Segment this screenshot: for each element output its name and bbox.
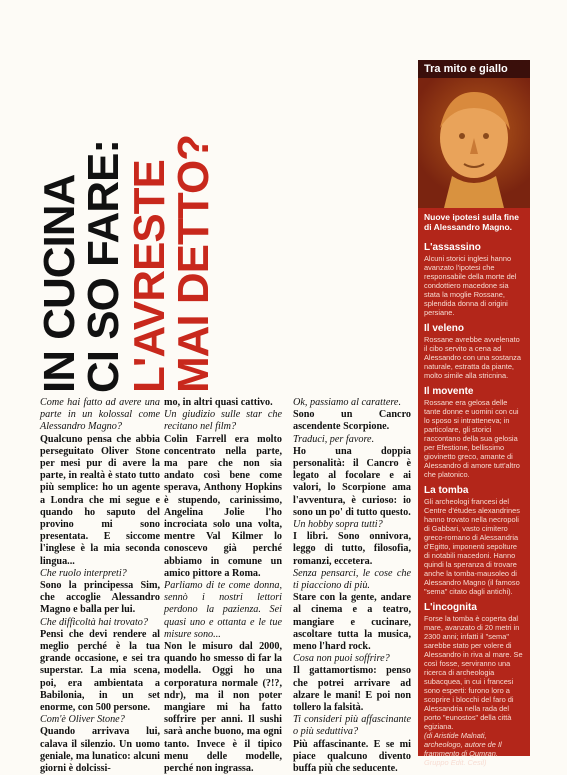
sidebar-section-text: Alcuni storici inglesi hanno avanzato l'ipotesi che responsabile della morte del condottiero macedone sia stata la moglie Rossane, splendida donna di origini persiane. — [424, 254, 517, 317]
interview-question: Ti consideri più affascinante o più seduttiva? — [293, 714, 411, 738]
sidebar-caption: Nuove ipotesi sulla fine di Alessandro Magno. — [424, 212, 519, 232]
interview-question: Com'è Oliver Stone? — [40, 714, 125, 726]
interview-question: Traduci, per favore. — [293, 433, 375, 445]
interview-question: Senza pensarci, le cose che ti piacciono di più. — [293, 567, 411, 592]
interview-answer: Colin Farrell era molto concentrato nella parte, ma pare che non sia andato così bene come sperava, Anthony Hopkins è stupendo, carinissimo, Angelina Jolie l'ho incrociata solo una volta, mentre Val Kilmer lo conoscevo già perché abbiamo in comune un amico pittore a Roma. — [164, 433, 282, 579]
sidebar-section-heading: L'assassino — [424, 242, 481, 253]
sidebar-credit: (di Aristide Malnati, archeologo, autore de Il frammento di Qumran, Gruppo Edit. Cesil) — [424, 731, 502, 767]
interview-answer: I libri. Sono onnivora, leggo di tutto, filosofia, romanzi, eccetera. — [293, 531, 411, 567]
interview-answer: Ho una doppia personalità: il Cancro è legato al focolare e ai valori, lo Scorpione ama l'avventura, è curioso: io sono un po' di tutto questo. — [293, 445, 411, 518]
sidebar-section-text: Rossane avrebbe avvelenato il cibo servito a cena ad Alessandro con una sostanza naturale, estratta da piante, molto simile alla stricnina. — [424, 335, 521, 380]
interview-answer: Non le misuro dal 2000, quando ho smesso di far la modella. Oggi ho una corporatura normale (?!?, ndr), ma il non poter mangiare mi ha fatto soffrire per anni. Il sushi sarà anche buono, ma ogni tanto. Invece è il tipico menu delle modelle, perché non ingrassa. — [164, 641, 282, 775]
interview-question: Che ruolo interpreti? — [40, 567, 127, 579]
headline — [0, 0, 230, 395]
interview-question: Come hai fatto ad avere una parte in un kolossal come Alessandro Magno? — [40, 397, 160, 433]
sidebar-title: Tra mito e giallo — [418, 60, 530, 78]
headline-line2: CI SO FARE: — [79, 139, 128, 393]
sidebar-section — [418, 242, 530, 317]
sidebar-section-heading: Il movente — [424, 386, 474, 397]
sidebar-sections — [418, 242, 530, 767]
headline-line3: L'AVRESTE — [125, 160, 174, 393]
interview-answer: Qualcuno pensa che abbia perseguitato Oliver Stone per mesi pur di avere la parte, in realtà è stato tutto più semplice: ho un agente a Londra che mi segue e quando ho saputo del provino mi sono presentata. E siccome l'inglese è la mia seconda lingua... — [40, 433, 160, 567]
interview-answer: mo, in altri quasi cattivo. — [164, 397, 273, 408]
alexander-bust-image — [418, 78, 530, 208]
interview-answer: Il gattamortismo: penso che potrei arrivare ad alzare le mani! E poi non tollero la falsità. — [293, 665, 411, 714]
sidebar-section — [418, 602, 530, 767]
interview-answer: Stare con la gente, andare al cinema e a teatro, mangiare e cucinare, ascoltare tutta la musica, meno l'hard rock. — [293, 592, 411, 653]
headline-line4: MAI DETTO? — [169, 134, 218, 393]
sidebar-section — [418, 323, 530, 380]
interview-column-1 — [40, 397, 160, 775]
sidebar-section-heading: Il veleno — [424, 323, 465, 334]
interview-question: Parliamo di te come donna, sennò i nostri lettori perdono la pazienza. Sei quasi uno e ottanta e le tue misure sono... — [164, 580, 282, 640]
interview-answer: Pensi che devi rendere al meglio perché è la tua grande occasione, e sei tra superstar. La mia scena, poi, era ambientata a Babilonia, in un set enorme, con 500 persone. — [40, 628, 160, 714]
interview-column-2 — [164, 397, 282, 775]
interview-question: Un giudizio sulle star che recitano nel film? — [164, 409, 282, 433]
sidebar-section-heading: L'incognita — [424, 602, 477, 613]
interview-answer: Sono la principessa Sim, che accoglie Alessandro Magno e balla per lui. — [40, 580, 160, 616]
sidebar-section-text: Forse la tomba è coperta dal mare, avanzato di 20 metri in 2300 anni; infatti il "sema" sarebbe stato per volere di Alessandro in riva al mare. Se così fosse, serviranno una ricerca di archeologia subacquea, in cui i francesi sono esperti: furono loro a scoprire i blocchi del faro di Alessandria nella rada del porto "eunostos" della città egiziana. — [424, 614, 523, 731]
sidebar-section — [418, 386, 530, 479]
sidebar-box — [418, 60, 530, 767]
sidebar-section — [418, 485, 530, 596]
bust-illustration — [418, 78, 530, 208]
headline-line1: IN CUCINA — [35, 174, 84, 393]
interview-question: Che difficoltà hai trovato? — [40, 616, 148, 628]
sidebar-section-text: Rossane era gelosa delle tante donne e uomini con cui lo sposo si intratteneva; in particolare, gli storici raccontano della sua gelosia per Efestione, bellissimo giovinetto greco, amante di Alessandro di amore tutt'altro che platonico. — [424, 398, 520, 479]
interview-answer: Più affascinante. E se mi piace qualcuno divento buffa più che seducente. — [293, 738, 411, 775]
sidebar-section-heading: La tomba — [424, 485, 469, 496]
interview-question: Ok, passiamo al carattere. — [293, 397, 401, 408]
headline-svg — [0, 0, 230, 395]
interview-question: Un hobby sopra tutti? — [293, 519, 383, 531]
interview-answer: Quando arrivava lui, calava il silenzio. Un uomo geniale, ma lunatico: alcuni giorni è dolcissi- — [40, 726, 160, 775]
interview-column-3 — [293, 397, 411, 775]
sidebar-section-text: Gli archeologi francesi del Centre d'études alexandrines hanno trovato nella necropoli di Gabbari, vasto cimitero greco-romano di Alessandria d'Egitto, imponenti sepolture di notabili macedoni. Hanno quindi la speranza di trovare anche la tomba-mausoleo di Alessandro Magno (il famoso "sema" citato dagli antichi). — [424, 497, 520, 596]
interview-answer: Sono un Cancro ascendente Scorpione. — [293, 409, 411, 433]
interview-question: Cosa non puoi soffrire? — [293, 653, 390, 665]
